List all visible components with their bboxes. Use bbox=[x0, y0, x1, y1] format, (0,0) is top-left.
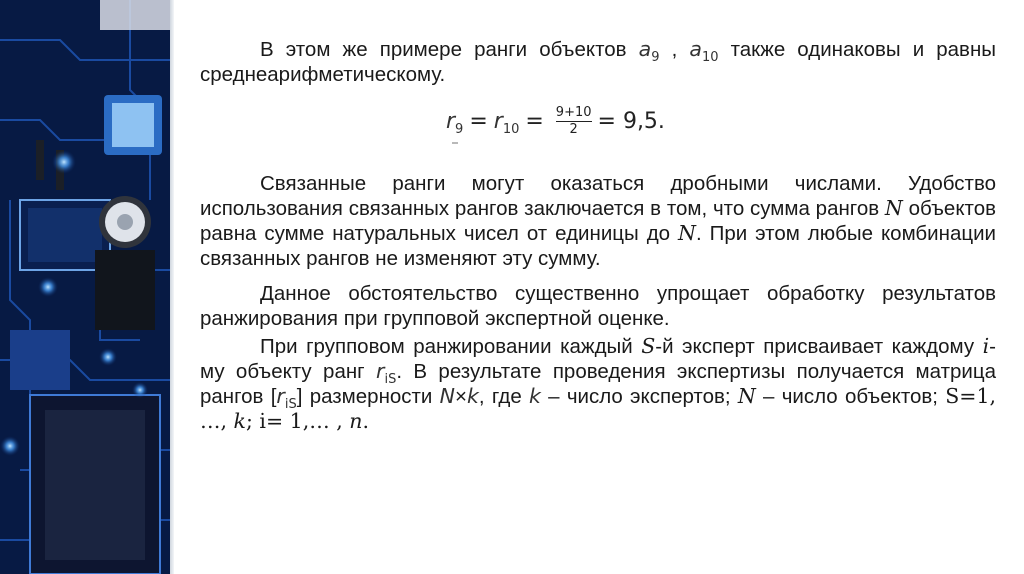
symbol-N: N bbox=[678, 221, 696, 245]
formula-result: = 9,5. bbox=[597, 108, 665, 134]
rank-r-iS: $r_{iS}$ bbox=[376, 359, 397, 387]
object-a9: $a_9$ bbox=[638, 37, 660, 65]
symbol-N: N bbox=[439, 384, 455, 408]
symbol-N: N bbox=[884, 196, 903, 220]
fraction-numerator: 9+10 bbox=[555, 104, 592, 120]
circuit-board-image bbox=[0, 0, 170, 574]
paragraph-ranks-a9-a10: В этом же примере ранги объектов $a_9$ , $a_{10}$ также одинаковы и равны среднеарифметическому. bbox=[200, 37, 997, 86]
formula-fraction bbox=[556, 106, 592, 137]
symbol-S: S bbox=[641, 334, 656, 358]
vertical-divider bbox=[170, 0, 174, 574]
paragraph-group-ranking: При групповом ранжировании каждый S-й эксперт присваивает каждому i-му объекту ранг $r_{iS}$. В результате проведения экспертизы получается матрица рангов $[r_{iS}]$ размерности N×k, где k – число экспертов; N – число объектов; S=1, …, k; i= 1,… , n. bbox=[200, 334, 997, 433]
p1-lead-text: В этом же примере ранги объектов bbox=[260, 38, 639, 61]
symbol-N: N bbox=[737, 384, 756, 408]
symbol-k: k bbox=[466, 384, 479, 408]
circuit-board-graphic bbox=[0, 0, 170, 574]
symbol-k: k bbox=[529, 384, 541, 408]
paragraph-simplifies: Данное обстоятельство существенно упрощает обработку результатов ранжирования при групповой экспертной оценке. bbox=[200, 282, 996, 330]
symbol-i: i bbox=[982, 334, 990, 358]
rank-formula: $r_9$ = $r_{10}$ = $\frac{9+10}{2}$ = 9,5. bbox=[446, 104, 665, 137]
p1-tail-text: также одинаковы и равны среднеарифметическому. bbox=[200, 38, 997, 86]
paragraph-tied-ranks: Связанные ранги могут оказаться дробными числами. Удобство использования связанных рангов заключается в том, что сумма рангов N объектов равна сумме натуральных чисел от единицы до N. При этом любые комбинации связанных рангов не изменяют эту сумму. bbox=[200, 172, 996, 270]
i-range: i= 1,… , n. bbox=[259, 409, 370, 433]
object-a10: $a_{10}$ bbox=[689, 37, 719, 65]
formula-underscore-mark bbox=[452, 142, 458, 144]
fraction-denominator: 2 bbox=[569, 121, 578, 137]
matrix-r-iS: $r_{iS}$ bbox=[276, 384, 297, 412]
s-range: S=1, …, k; bbox=[200, 384, 997, 433]
